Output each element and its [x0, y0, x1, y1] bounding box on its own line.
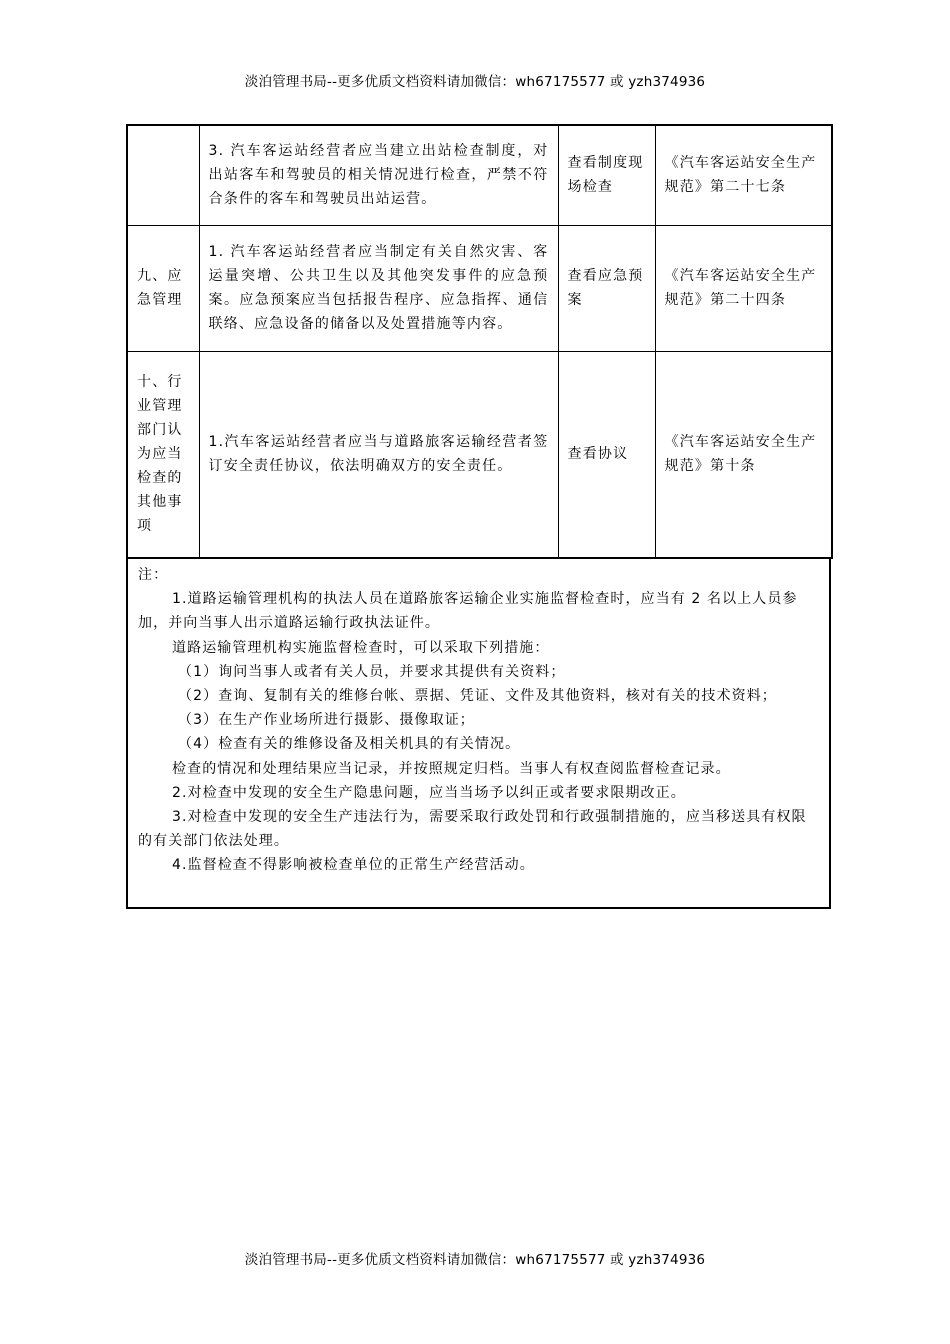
- note-2: 2.对检查中发现的安全生产隐患问题，应当当场予以纠正或者要求限期改正。: [172, 784, 686, 801]
- notes-section: [126, 557, 831, 909]
- method-cell: 查看协议: [558, 351, 655, 558]
- category-cell: 九、应急管理: [127, 225, 199, 351]
- table-row: [127, 351, 832, 558]
- category-cell: 十、行业管理部门认为应当检查的其他事项: [127, 351, 199, 558]
- basis-cell: 《汽车客运站安全生产规范》第二十七条: [655, 125, 832, 225]
- note-3: 3.对检查中发现的安全生产违法行为，需要采取行政处罚和行政强制措施的，应当移送具有权限的有关部门依法处理。: [138, 809, 807, 850]
- notes-label: 注：: [138, 567, 169, 583]
- category-cell: [127, 125, 199, 225]
- basis-cell: 《汽车客运站安全生产规范》第十条: [655, 351, 832, 558]
- note-1-measures-intro: 道路运输管理机构实施监督检查时，可以采取下列措施：: [172, 639, 550, 656]
- measure-3: （3）在生产作业场所进行摄影、摄像取证；: [178, 712, 475, 729]
- basis-cell: 《汽车客运站安全生产规范》第二十四条: [655, 225, 832, 351]
- requirement-cell: 1.汽车客运站经营者应当与道路旅客运输经营者签订安全责任协议，依法明确双方的安全责任。: [199, 351, 558, 558]
- inspection-table: [126, 124, 833, 559]
- method-cell: 查看应急预案: [558, 225, 655, 351]
- measure-1: （1）询问当事人或者有关人员，并要求其提供有关资料；: [178, 663, 566, 680]
- measure-4: （4）检查有关的维修设备及相关机具的有关情况。: [178, 736, 521, 753]
- page-header: 淡泊管理书局--更多优质文档资料请加微信：wh67175577 或 yzh374936: [244, 74, 706, 90]
- page-footer: 淡泊管理书局--更多优质文档资料请加微信：wh67175577 或 yzh374936: [244, 1252, 706, 1268]
- table-row: [127, 125, 832, 225]
- table-row: [127, 225, 832, 351]
- note-4: 4.监督检查不得影响被检查单位的正常生产经营活动。: [172, 857, 535, 874]
- requirement-cell: 1. 汽车客运站经营者应当制定有关自然灾害、客运量突增、公共卫生以及其他突发事件的应急预案。应急预案应当包括报告程序、应急指挥、通信联络、应急设备的储备以及处置措施等内容。: [199, 225, 558, 351]
- note-1-record: 检查的情况和处理结果应当记录，并按照规定归档。当事人有权查阅监督检查记录。: [172, 760, 731, 777]
- measure-2: （2）查询、复制有关的维修台帐、票据、凭证、文件及其他资料，核对有关的技术资料；: [178, 688, 777, 705]
- note-1: 1.道路运输管理机构的执法人员在道路旅客运输企业实施监督检查时，应当有 2 名以上人员参加，并向当事人出示道路运输行政执法证件。: [138, 591, 798, 632]
- requirement-cell: 3. 汽车客运站经营者应当建立出站检查制度，对出站客车和驾驶员的相关情况进行检查，严禁不符合条件的客车和驾驶员出站运营。: [199, 125, 558, 225]
- method-cell: 查看制度现场检查: [558, 125, 655, 225]
